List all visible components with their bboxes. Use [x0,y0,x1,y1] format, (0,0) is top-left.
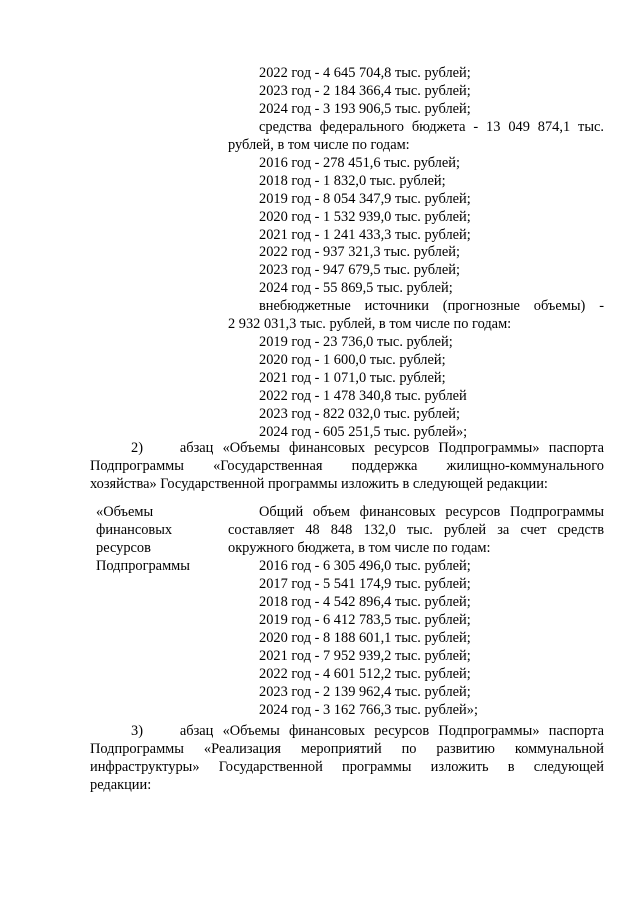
year-line: 2022 год - 4 601 512,2 тыс. рублей; [259,666,471,682]
item3-paragraph-line: Подпрограммы «Реализация мероприятий по развитию коммунальной [90,741,604,757]
item2-paragraph-line: Подпрограммы «Государственная поддержка жилищно-коммунального [90,458,604,474]
extra-budget-line: внебюджетные источники (прогнозные объемы) - [259,298,604,314]
item3-paragraph-line: 3) абзац «Объемы финансовых ресурсов Подпрограммы» паспорта [131,723,604,739]
year-line: 2016 год - 278 451,6 тыс. рублей; [259,155,460,171]
year-line: 2017 год - 5 541 174,9 тыс. рублей; [259,576,471,592]
year-line: 2020 год - 1 600,0 тыс. рублей; [259,352,446,368]
item3-paragraph-line: редакции: [90,777,152,793]
year-line: 2024 год - 605 251,5 тыс. рублей»; [259,424,468,440]
year-line: 2016 год - 6 305 496,0 тыс. рублей; [259,558,471,574]
year-line: 2024 год - 3 193 906,5 тыс. рублей; [259,101,471,117]
table-total-line: Общий объем финансовых ресурсов Подпрограммы [259,504,604,520]
federal-funds-line: средства федерального бюджета - 13 049 874,1 тыс. [259,119,604,135]
item2-paragraph-line: 2) абзац «Объемы финансовых ресурсов Подпрограммы» паспорта [131,440,604,456]
year-line: 2024 год - 55 869,5 тыс. рублей; [259,280,453,296]
year-line: 2018 год - 4 542 896,4 тыс. рублей; [259,594,471,610]
item2-paragraph-line: хозяйства» Государственной программы изложить в следующей редакции: [90,476,548,492]
year-line: 2023 год - 2 139 962,4 тыс. рублей; [259,684,471,700]
year-line: 2024 год - 3 162 766,3 тыс. рублей»; [259,702,478,718]
year-line: 2022 год - 937 321,3 тыс. рублей; [259,244,460,260]
year-line: 2019 год - 8 054 347,9 тыс. рублей; [259,191,471,207]
year-line: 2019 год - 6 412 783,5 тыс. рублей; [259,612,471,628]
year-line: 2023 год - 822 032,0 тыс. рублей; [259,406,460,422]
item3-paragraph-line: инфраструктуры» Государственной программы изложить в следующей [90,759,604,775]
table-left-label: Подпрограммы [96,558,190,574]
year-line: 2022 год - 1 478 340,8 тыс. рублей [259,388,467,404]
year-line: 2019 год - 23 736,0 тыс. рублей; [259,334,453,350]
year-line: 2023 год - 947 679,5 тыс. рублей; [259,262,460,278]
year-line: 2022 год - 4 645 704,8 тыс. рублей; [259,65,471,81]
federal-funds-line-cont: рублей, в том числе по годам: [228,137,410,153]
year-line: 2018 год - 1 832,0 тыс. рублей; [259,173,446,189]
table-left-label: «Объемы [96,504,154,520]
year-line: 2021 год - 7 952 939,2 тыс. рублей; [259,648,471,664]
extra-budget-line-cont: 2 932 031,3 тыс. рублей, в том числе по годам: [228,316,512,332]
year-line: 2020 год - 8 188 601,1 тыс. рублей; [259,630,471,646]
year-line: 2023 год - 2 184 366,4 тыс. рублей; [259,83,471,99]
year-line: 2020 год - 1 532 939,0 тыс. рублей; [259,209,471,225]
table-total-line: составляет 48 848 132,0 тыс. рублей за счет средств [228,522,604,538]
table-left-label: ресурсов [96,540,151,556]
year-line: 2021 год - 1 071,0 тыс. рублей; [259,370,446,386]
year-line: 2021 год - 1 241 433,3 тыс. рублей; [259,227,471,243]
table-total-line: окружного бюджета, в том числе по годам: [228,540,491,556]
table-left-label: финансовых [96,522,173,538]
